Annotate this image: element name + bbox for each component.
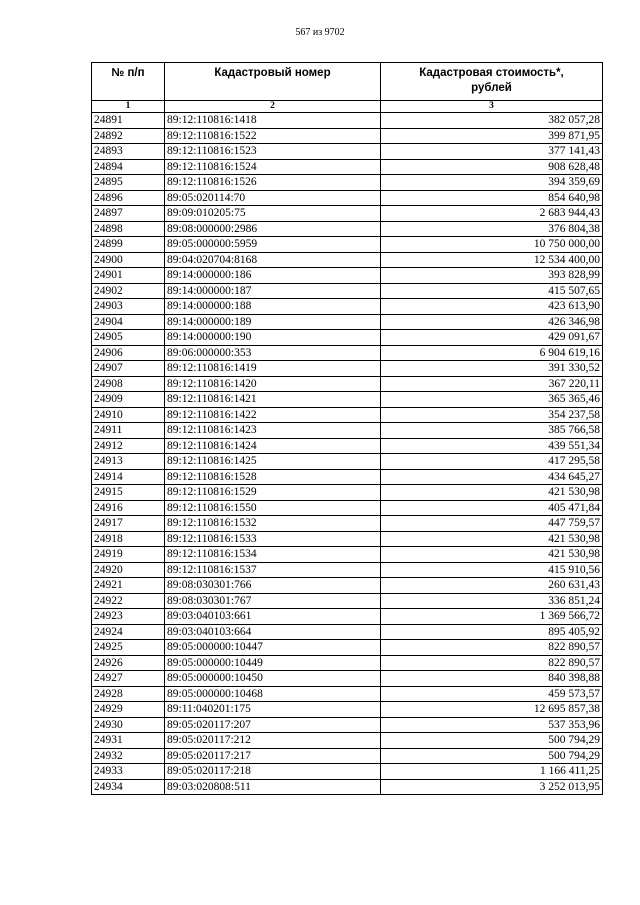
- row-number-cell: 24903: [92, 299, 165, 315]
- cadastral-number-cell: 89:14:000000:190: [165, 330, 381, 346]
- cadastral-value-cell: 459 573,57: [381, 686, 603, 702]
- cadastral-value-cell: 393 828,99: [381, 268, 603, 284]
- table-row: [92, 237, 603, 253]
- cadastral-number-cell: 89:12:110816:1425: [165, 454, 381, 470]
- cadastral-number-cell: 89:05:020117:207: [165, 717, 381, 733]
- row-number-cell: 24895: [92, 175, 165, 191]
- cadastral-number-cell: 89:12:110816:1422: [165, 407, 381, 423]
- cadastral-number-cell: 89:03:040103:664: [165, 624, 381, 640]
- cadastral-value-cell: 500 794,29: [381, 748, 603, 764]
- row-number-cell: 24899: [92, 237, 165, 253]
- cadastral-value-cell: 1 166 411,25: [381, 764, 603, 780]
- row-number-cell: 24928: [92, 686, 165, 702]
- table-row: [92, 531, 603, 547]
- row-number-cell: 24918: [92, 531, 165, 547]
- table-row: [92, 175, 603, 191]
- table-row: [92, 407, 603, 423]
- cadastral-number-cell: 89:12:110816:1522: [165, 128, 381, 144]
- cadastral-number-cell: 89:12:110816:1418: [165, 113, 381, 129]
- cadastral-number-cell: 89:03:040103:661: [165, 609, 381, 625]
- table-header: [92, 63, 603, 113]
- cadastral-value-cell: 365 365,46: [381, 392, 603, 408]
- table-row: [92, 190, 603, 206]
- cost-header-line: Кадастровая стоимость*,: [419, 67, 564, 79]
- cadastral-value-cell: 12 534 400,00: [381, 252, 603, 268]
- row-number-cell: 24905: [92, 330, 165, 346]
- row-number-cell: 24897: [92, 206, 165, 222]
- cadastral-value-cell: 434 645,27: [381, 469, 603, 485]
- cadastral-value-cell: 822 890,57: [381, 640, 603, 656]
- table-row: [92, 252, 603, 268]
- cadastral-value-cell: 3 252 013,95: [381, 779, 603, 795]
- cadastral-number-cell: 89:05:000000:10447: [165, 640, 381, 656]
- table-row: [92, 361, 603, 377]
- row-number-cell: 24934: [92, 779, 165, 795]
- cadastral-value-cell: 260 631,43: [381, 578, 603, 594]
- cadastral-number-cell: 89:11:040201:175: [165, 702, 381, 718]
- cadastral-number-cell: 89:03:020808:511: [165, 779, 381, 795]
- table-row: [92, 438, 603, 454]
- cadastral-number-cell: 89:04:020704:8168: [165, 252, 381, 268]
- cadastral-value-cell: 382 057,28: [381, 113, 603, 129]
- cadastral-value-cell: 417 295,58: [381, 454, 603, 470]
- cadastral-number-cell: 89:12:110816:1419: [165, 361, 381, 377]
- table-row: [92, 268, 603, 284]
- cadastral-number-cell: 89:12:110816:1420: [165, 376, 381, 392]
- cadastral-number-cell: 89:05:000000:10468: [165, 686, 381, 702]
- table-row: [92, 748, 603, 764]
- row-number-cell: 24904: [92, 314, 165, 330]
- row-number-cell: 24920: [92, 562, 165, 578]
- table-row: [92, 733, 603, 749]
- column-number-1: 1: [92, 101, 165, 113]
- row-number-cell: 24925: [92, 640, 165, 656]
- row-number-cell: 24896: [92, 190, 165, 206]
- column-header-cadastral-value: [381, 63, 603, 101]
- cadastral-number-cell: 89:12:110816:1528: [165, 469, 381, 485]
- row-number-cell: 24917: [92, 516, 165, 532]
- cadastral-number-cell: 89:12:110816:1421: [165, 392, 381, 408]
- table-row: [92, 686, 603, 702]
- cadastral-value-cell: 336 851,24: [381, 593, 603, 609]
- cadastral-number-cell: 89:05:020117:212: [165, 733, 381, 749]
- cadastral-number-cell: 89:12:110816:1533: [165, 531, 381, 547]
- table-row: [92, 609, 603, 625]
- row-number-cell: 24892: [92, 128, 165, 144]
- table-row: [92, 314, 603, 330]
- row-number-cell: 24930: [92, 717, 165, 733]
- cadastral-value-cell: 367 220,11: [381, 376, 603, 392]
- cadastral-value-cell: 421 530,98: [381, 485, 603, 501]
- cadastral-number-cell: 89:05:020114:70: [165, 190, 381, 206]
- cadastral-number-cell: 89:12:110816:1529: [165, 485, 381, 501]
- cadastral-value-cell: 399 871,95: [381, 128, 603, 144]
- cadastral-value-cell: 908 628,48: [381, 159, 603, 175]
- cadastral-value-cell: 10 750 000,00: [381, 237, 603, 253]
- table-row: [92, 392, 603, 408]
- cadastral-number-cell: 89:05:020117:217: [165, 748, 381, 764]
- cadastral-value-cell: 376 804,38: [381, 221, 603, 237]
- cadastral-value-cell: 426 346,98: [381, 314, 603, 330]
- column-number-3: 3: [381, 101, 603, 113]
- cost-header-line: рублей: [471, 81, 512, 94]
- cadastral-value-cell: 394 359,69: [381, 175, 603, 191]
- table-row: [92, 578, 603, 594]
- cadastral-number-cell: 89:14:000000:187: [165, 283, 381, 299]
- cadastral-number-cell: 89:09:010205:75: [165, 206, 381, 222]
- cadastral-number-cell: 89:12:110816:1534: [165, 547, 381, 563]
- row-number-cell: 24891: [92, 113, 165, 129]
- page-number-header: 567 из 9702: [295, 27, 345, 38]
- row-number-cell: 24931: [92, 733, 165, 749]
- column-number-2: 2: [165, 101, 381, 113]
- cadastral-value-cell: 415 910,56: [381, 562, 603, 578]
- table-row: [92, 128, 603, 144]
- row-number-cell: 24921: [92, 578, 165, 594]
- cadastral-value-cell: 354 237,58: [381, 407, 603, 423]
- row-number-cell: 24919: [92, 547, 165, 563]
- cadastral-value-cell: 447 759,57: [381, 516, 603, 532]
- table-row: [92, 624, 603, 640]
- cadastral-number-cell: 89:12:110816:1532: [165, 516, 381, 532]
- row-number-cell: 24912: [92, 438, 165, 454]
- row-number-cell: 24913: [92, 454, 165, 470]
- table-row: [92, 469, 603, 485]
- table-row: [92, 516, 603, 532]
- cadastral-number-cell: 89:08:000000:2986: [165, 221, 381, 237]
- cadastral-value-cell: 500 794,29: [381, 733, 603, 749]
- row-number-cell: 24907: [92, 361, 165, 377]
- table-row: [92, 206, 603, 222]
- cadastral-value-cell: 895 405,92: [381, 624, 603, 640]
- table-row: [92, 423, 603, 439]
- cadastral-value-cell: 2 683 944,43: [381, 206, 603, 222]
- table-row: [92, 159, 603, 175]
- table-row: [92, 144, 603, 160]
- table-row: [92, 376, 603, 392]
- cadastral-value-cell: 822 890,57: [381, 655, 603, 671]
- row-number-cell: 24893: [92, 144, 165, 160]
- cadastral-number-cell: 89:08:030301:767: [165, 593, 381, 609]
- cadastral-number-cell: 89:08:030301:766: [165, 578, 381, 594]
- table-row: [92, 299, 603, 315]
- table-row: [92, 702, 603, 718]
- cadastral-value-table: [91, 62, 603, 795]
- cadastral-value-cell: 421 530,98: [381, 531, 603, 547]
- cadastral-value-cell: 377 141,43: [381, 144, 603, 160]
- table-row: [92, 113, 603, 129]
- cadastral-value-cell: 537 353,96: [381, 717, 603, 733]
- row-number-cell: 24908: [92, 376, 165, 392]
- table-row: [92, 593, 603, 609]
- row-number-cell: 24909: [92, 392, 165, 408]
- table-row: [92, 547, 603, 563]
- cadastral-number-cell: 89:12:110816:1423: [165, 423, 381, 439]
- cadastral-value-cell: 840 398,88: [381, 671, 603, 687]
- cadastral-number-cell: 89:05:000000:10449: [165, 655, 381, 671]
- cadastral-number-cell: 89:12:110816:1537: [165, 562, 381, 578]
- cadastral-value-cell: 415 507,65: [381, 283, 603, 299]
- table-row: [92, 283, 603, 299]
- cadastral-number-cell: 89:05:000000:5959: [165, 237, 381, 253]
- cadastral-number-cell: 89:12:110816:1550: [165, 500, 381, 516]
- table-row: [92, 655, 603, 671]
- cadastral-number-cell: 89:06:000000:353: [165, 345, 381, 361]
- table-row: [92, 671, 603, 687]
- cadastral-value-cell: 854 640,98: [381, 190, 603, 206]
- cadastral-value-cell: 423 613,90: [381, 299, 603, 315]
- table-row: [92, 345, 603, 361]
- table-row: [92, 221, 603, 237]
- row-number-cell: 24894: [92, 159, 165, 175]
- row-number-cell: 24898: [92, 221, 165, 237]
- row-number-cell: 24914: [92, 469, 165, 485]
- cadastral-number-cell: 89:14:000000:188: [165, 299, 381, 315]
- table-row: [92, 779, 603, 795]
- row-number-cell: 24927: [92, 671, 165, 687]
- table-row: [92, 454, 603, 470]
- row-number-cell: 24910: [92, 407, 165, 423]
- row-number-cell: 24932: [92, 748, 165, 764]
- cadastral-number-cell: 89:05:000000:10450: [165, 671, 381, 687]
- row-number-cell: 24929: [92, 702, 165, 718]
- row-number-cell: 24902: [92, 283, 165, 299]
- cadastral-value-cell: 1 369 566,72: [381, 609, 603, 625]
- row-number-cell: 24915: [92, 485, 165, 501]
- row-number-cell: 24911: [92, 423, 165, 439]
- cadastral-value-cell: 421 530,98: [381, 547, 603, 563]
- cadastral-value-cell: 439 551,34: [381, 438, 603, 454]
- cadastral-number-cell: 89:05:020117:218: [165, 764, 381, 780]
- row-number-cell: 24916: [92, 500, 165, 516]
- row-number-cell: 24933: [92, 764, 165, 780]
- row-number-cell: 24924: [92, 624, 165, 640]
- cadastral-value-cell: 385 766,58: [381, 423, 603, 439]
- table-row: [92, 500, 603, 516]
- cadastral-value-cell: 405 471,84: [381, 500, 603, 516]
- cadastral-value-cell: 6 904 619,16: [381, 345, 603, 361]
- cadastral-value-cell: 12 695 857,38: [381, 702, 603, 718]
- cadastral-number-cell: 89:14:000000:189: [165, 314, 381, 330]
- column-header-cadastral-number: Кадастровый номер: [165, 63, 381, 101]
- table-row: [92, 640, 603, 656]
- row-number-cell: 24901: [92, 268, 165, 284]
- row-number-cell: 24900: [92, 252, 165, 268]
- table-body: [92, 113, 603, 795]
- table-row: [92, 485, 603, 501]
- table-row: [92, 330, 603, 346]
- row-number-cell: 24923: [92, 609, 165, 625]
- cadastral-number-cell: 89:12:110816:1524: [165, 159, 381, 175]
- table-row: [92, 764, 603, 780]
- row-number-cell: 24922: [92, 593, 165, 609]
- row-number-cell: 24906: [92, 345, 165, 361]
- cadastral-number-cell: 89:12:110816:1526: [165, 175, 381, 191]
- row-number-cell: 24926: [92, 655, 165, 671]
- table-row: [92, 562, 603, 578]
- table-row: [92, 717, 603, 733]
- cadastral-value-cell: 391 330,52: [381, 361, 603, 377]
- cadastral-number-cell: 89:14:000000:186: [165, 268, 381, 284]
- cadastral-number-cell: 89:12:110816:1523: [165, 144, 381, 160]
- cadastral-number-cell: 89:12:110816:1424: [165, 438, 381, 454]
- cadastral-value-cell: 429 091,67: [381, 330, 603, 346]
- column-header-row-number: № п/п: [92, 63, 165, 101]
